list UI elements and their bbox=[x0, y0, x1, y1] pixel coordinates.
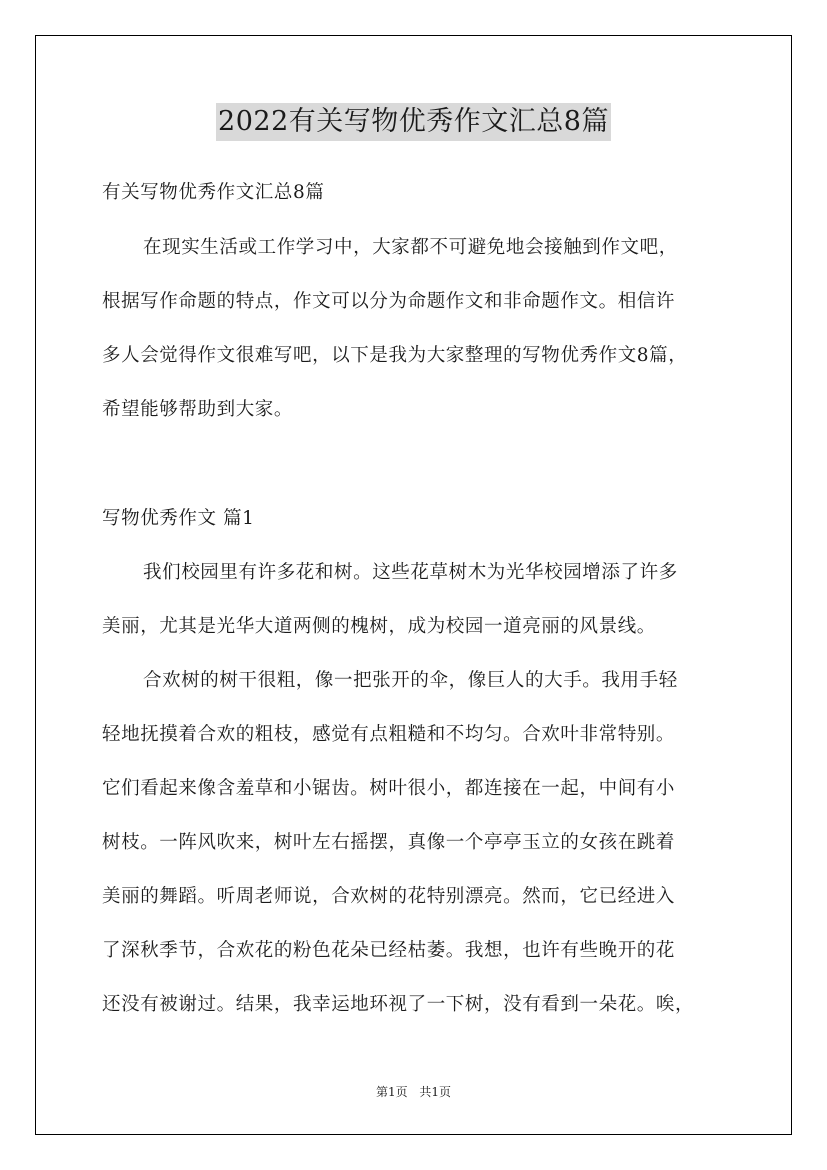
intro-line: 根据写作命题的特点，作文可以分为命题作文和非命题作文。相信许 bbox=[102, 291, 676, 312]
paragraph-line: 了深秋季节，合欢花的粉色花朵已经枯萎。我想，也许有些晚开的花 bbox=[102, 940, 676, 961]
intro-line: 在现实生活或工作学习中，大家都不可避免地会接触到作文吧， bbox=[143, 237, 678, 258]
title-container bbox=[0, 103, 827, 141]
section-heading: 写物优秀作文 篇1 bbox=[102, 508, 255, 529]
paragraph-line: 它们看起来像含羞草和小锯齿。树叶很小，都连接在一起，中间有小 bbox=[102, 778, 676, 799]
paragraph-line: 合欢树的树干很粗，像一把张开的伞，像巨人的大手。我用手轻 bbox=[143, 670, 678, 691]
paragraph-line: 美丽的舞蹈。听周老师说，合欢树的花特别漂亮。然而，它已经进入 bbox=[102, 886, 676, 907]
page-total: 共1页 bbox=[419, 1085, 452, 1099]
document-subtitle: 有关写物优秀作文汇总8篇 bbox=[102, 182, 325, 203]
paragraph-line: 树枝。一阵风吹来，树叶左右摇摆，真像一个亭亭玉立的女孩在跳着 bbox=[102, 832, 676, 853]
intro-line: 多人会觉得作文很难写吧，以下是我为大家整理的写物优秀作文8篇， bbox=[102, 345, 688, 366]
page-footer bbox=[0, 1084, 827, 1100]
intro-line: 希望能够帮助到大家。 bbox=[102, 399, 294, 420]
paragraph-line: 轻地抚摸着合欢的粗枝，感觉有点粗糙和不均匀。合欢叶非常特别。 bbox=[102, 724, 676, 745]
page-number: 第1页 bbox=[375, 1085, 408, 1099]
document-title: 2022有关写物优秀作文汇总8篇 bbox=[216, 103, 611, 141]
paragraph-line: 我们校园里有许多花和树。这些花草树木为光华校园增添了许多 bbox=[143, 562, 678, 583]
paragraph-line: 还没有被谢过。结果，我幸运地环视了一下树，没有看到一朵花。唉， bbox=[102, 994, 695, 1015]
paragraph-line: 美丽，尤其是光华大道两侧的槐树，成为校园一道亮丽的风景线。 bbox=[102, 616, 656, 637]
